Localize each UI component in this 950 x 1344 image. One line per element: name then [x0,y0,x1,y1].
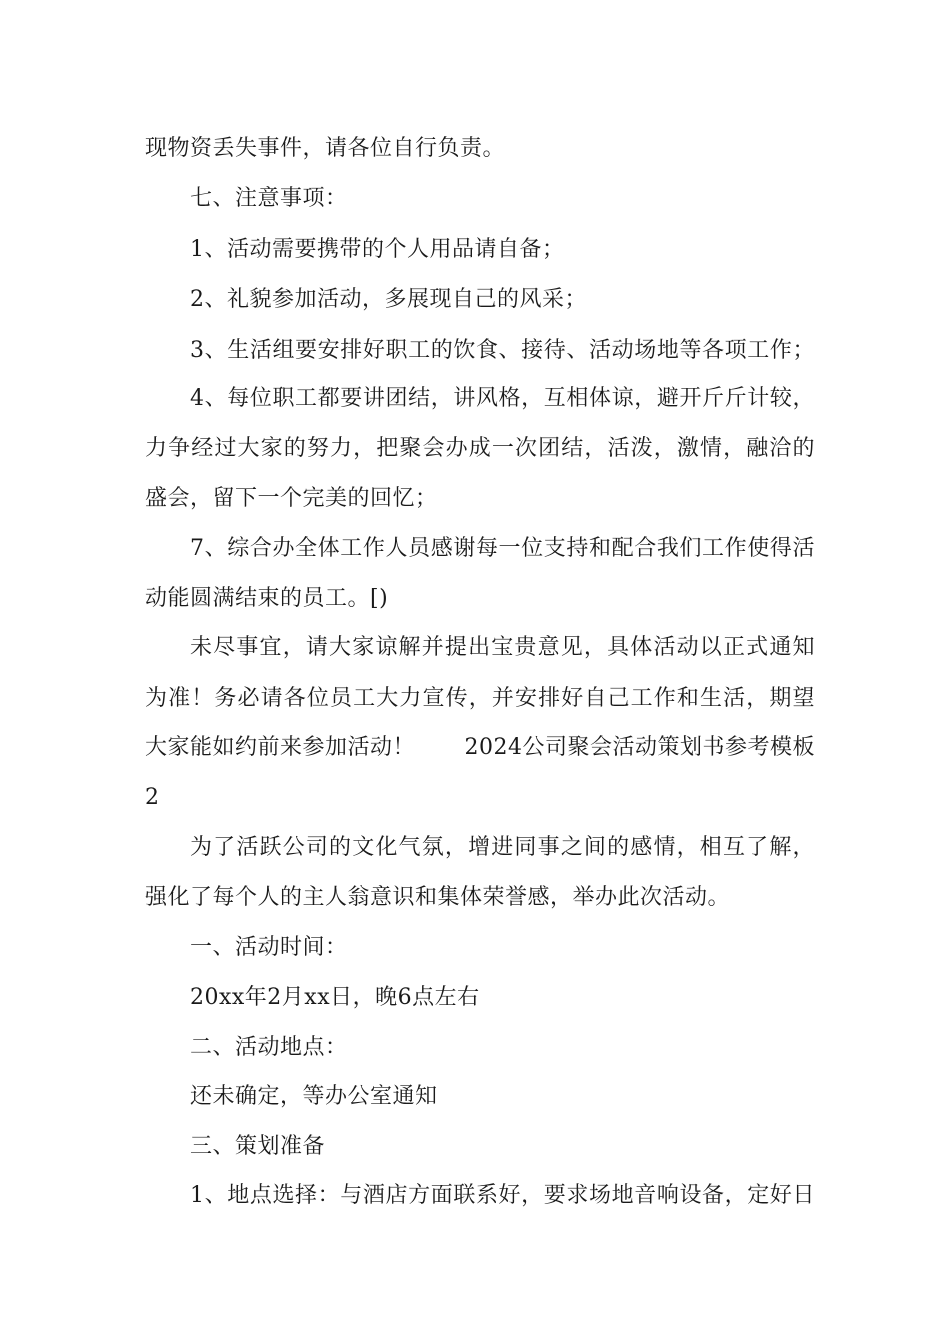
paragraph-line: 强化了每个人的主人翁意识和集体荣誉感，举办此次活动。 [145,885,731,910]
section-heading: 三、策划准备 [190,1134,326,1159]
section-heading: 七、注意事项： [190,186,348,211]
template-heading: 2024公司聚会活动策划书参考模板 [464,735,815,760]
paragraph-line: 现物资丢失事件，请各位自行负责。 [145,136,506,161]
section-heading: 一、活动时间： [190,935,348,960]
list-item: 1、活动需要携带的个人用品请自备； [190,237,565,262]
paragraph-line: 未尽事宜，请大家谅解并提出宝贵意见，具体活动以正式通知 [190,635,815,660]
paragraph-line: 还未确定，等办公室通知 [190,1084,438,1109]
section-heading: 二、活动地点： [190,1035,348,1060]
paragraph-line: 力争经过大家的努力，把聚会办成一次团结，活泼，激情，融洽的 [145,436,815,461]
list-item: 3、生活组要安排好职工的饮食、接待、活动场地等各项工作； [190,338,815,363]
list-item: 7、综合办全体工作人员感谢每一位支持和配合我们工作使得活 [190,536,815,561]
list-item: 2、礼貌参加活动，多展现自己的风采； [190,287,587,312]
list-item: 1、地点选择：与酒店方面联系好，要求场地音响设备，定好日 [190,1183,815,1208]
paragraph-text: 大家能如约前来参加活动！ [145,735,416,760]
paragraph-line: 动能圆满结束的员工。[) [145,586,389,611]
list-item: 4、每位职工都要讲团结，讲风格，互相体谅，避开斤斤计较， [190,386,815,411]
paragraph-line-with-heading [145,733,815,763]
template-heading-number: 2 [145,785,160,810]
paragraph-line: 为准！务必请各位员工大力宣传，并安排好自己工作和生活，期望 [145,686,815,711]
paragraph-line: 盛会，留下一个完美的回忆； [145,486,438,511]
paragraph-line: 为了活跃公司的文化气氛，增进同事之间的感情，相互了解， [190,835,815,860]
paragraph-line: 20xx年2月xx日，晚6点左右 [190,985,480,1010]
